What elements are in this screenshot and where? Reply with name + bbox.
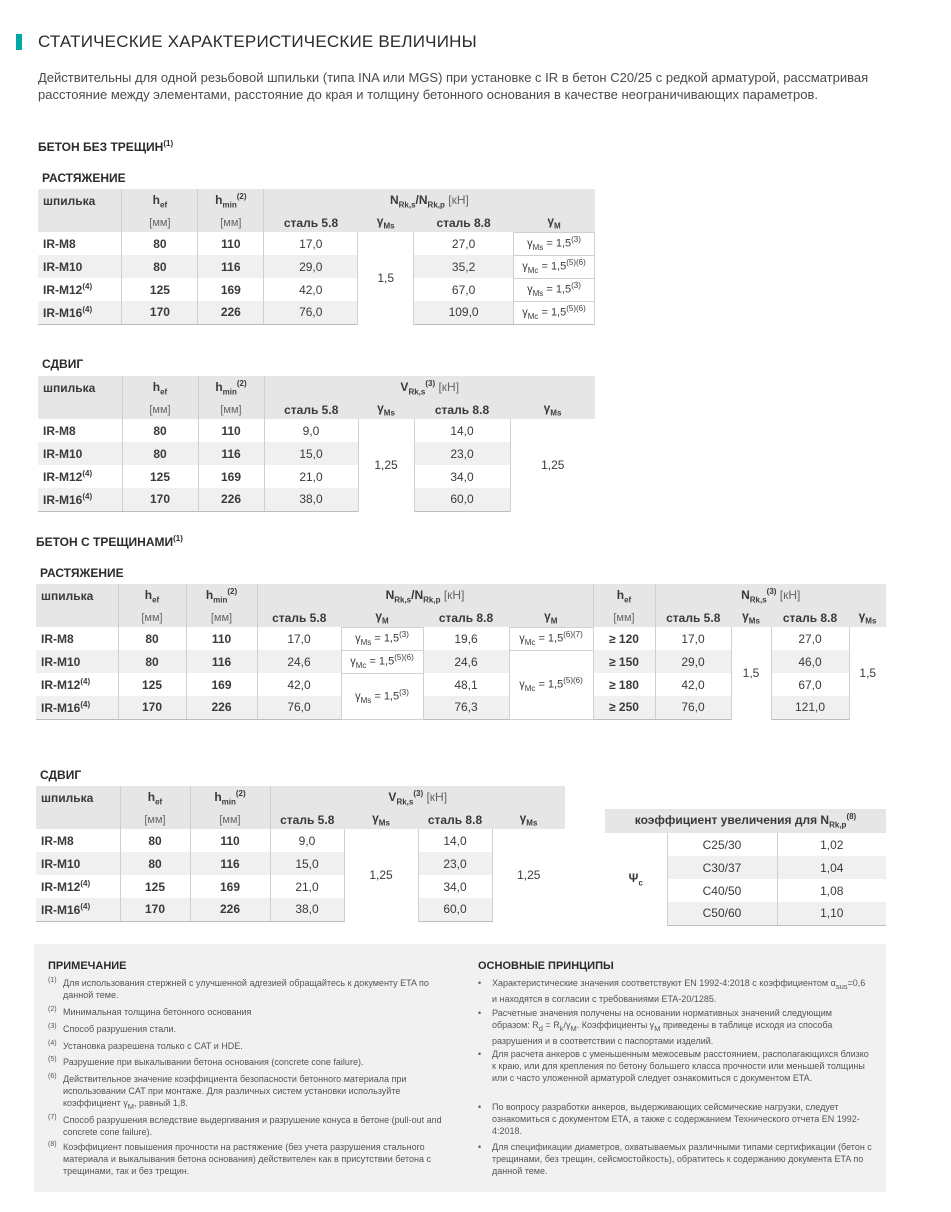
table-row (38, 232, 595, 255)
table-cell: 226 (198, 301, 264, 324)
table-row (38, 255, 595, 278)
table-cell: IR-M10 (36, 650, 118, 673)
table-cell: $N_{Rk,s}/N_{Rk,p}$ [кН] (257, 584, 593, 608)
table-cell: 1,5 (731, 627, 771, 719)
table-cell: IR-M16$^{(4)}$ (36, 898, 120, 921)
table-cell: 17,0 (264, 232, 358, 255)
table-cell: ≥ 180 (593, 673, 655, 696)
table-cell: 169 (190, 875, 270, 898)
table-row (38, 400, 595, 419)
principles-title: ОСНОВНЫЕ ПРИНЦИПЫ (478, 960, 614, 972)
table-cell: сталь 8.8 (414, 400, 510, 419)
table-cell: сталь 5.8 (270, 810, 344, 829)
increase-factor-table (605, 809, 886, 926)
table-cell: 15,0 (264, 442, 358, 465)
table-cell: 42,0 (257, 673, 341, 696)
table-cell: шпилька (36, 786, 120, 810)
table-cell: 1,5 (849, 627, 886, 719)
table-row (36, 852, 565, 875)
table-cell: 48,1 (454, 677, 478, 692)
footnote-7: (7) Способ разрушения вследствие выдергивания и разрушение конуса в бетоне (pull-out and concrete cone failure). (48, 1114, 442, 1137)
table-cell: [мм] (120, 810, 190, 829)
uncracked-tension-title: РАСТЯЖЕНИЕ (42, 171, 126, 185)
table-cell (38, 213, 122, 232)
table-cell: $\gamma_{Ms}$ (849, 608, 886, 627)
table-cell: 170 (120, 898, 190, 921)
table-row (38, 376, 595, 400)
table-cell: [мм] (198, 400, 264, 419)
table-cell: $\gamma_{Ms} = 1,5^{(3)}$ (514, 232, 595, 255)
table-cell: 110 (198, 232, 264, 255)
table-cell: $h_{min}^{(2)}$ (198, 376, 264, 400)
section-uncracked: БЕТОН БЕЗ ТРЕЩИН$^{(1)}$ (38, 139, 174, 154)
table-cell: $h_{ef}$ (118, 584, 186, 608)
table-cell: 1,25 (344, 829, 418, 921)
table-row (38, 301, 595, 324)
table-cell: 23,0 (414, 442, 510, 465)
table-cell: 60,0 (414, 488, 510, 511)
table-cell: сталь 8.8 (771, 608, 849, 627)
table-row (36, 898, 565, 921)
table-cell: 169 (198, 278, 264, 301)
table-cell: $\gamma_{Ms} = 1,5^{(3)}$ (341, 673, 423, 719)
table-cell: $\gamma_{Ms} = 1,5^{(3)}$ (341, 627, 423, 650)
table-cell: $V_{Rk,s}^{(3)}$ [кН] (270, 786, 565, 810)
table-cell: 226 (198, 488, 264, 511)
table-cell: сталь 8.8 (423, 608, 509, 627)
table-cell: 15,0 (270, 852, 344, 875)
table-cell: 1,08 (820, 883, 844, 898)
table-cell: IR-M10 (36, 852, 120, 875)
table-cell: $h_{min}^{(2)}$ (190, 786, 270, 810)
table-cell: 38,0 (270, 898, 344, 921)
table-cell: IR-M16$^{(4)}$ (38, 301, 122, 324)
footnote-8: (8) Коэффициент повышения прочности на растяжение (без учета разрушения стального материала и выкалывания бетона основания) действителен как в присутствии бетона с трещинами, так и без трещин. (48, 1141, 431, 1176)
table-cell: IR-M8 (43, 423, 76, 438)
table-cell: IR-M12$^{(4)}$ (43, 282, 93, 297)
table-cell: 76,3 (423, 696, 509, 719)
table-cell: 110 (186, 627, 257, 650)
table-cell: 67,0 (451, 282, 476, 297)
table-cell: 42,0 (655, 673, 731, 696)
table-cell: сталь 8.8 (414, 213, 514, 232)
table-cell: $\gamma_{Mc} = 1,5^{(5)(6)}$ (341, 650, 423, 673)
principle-5: • Для спецификации диаметров, охватываемых различными типами сертификации (бетон с трещинами, без трещин, сейсмостойкость), обратитесь к содержанию документа ETA по данной теме. (478, 1142, 872, 1176)
table-cell: ≥ 150 (593, 650, 655, 673)
table-row (36, 829, 565, 852)
table-cell: 116 (186, 650, 257, 673)
table-cell: шпилька (38, 189, 122, 213)
table-row (36, 627, 886, 650)
table-cell: $\gamma_{Mc} = 1,5^{(5)(6)}$ (514, 255, 595, 278)
table-cell: $\gamma_{Ms}$ (344, 810, 418, 829)
table-cell: 125 (122, 278, 198, 301)
cracked-shear-table (36, 786, 565, 922)
table-cell: 125 (122, 465, 198, 488)
table-cell: 35,2 (414, 255, 514, 278)
table-row (38, 213, 595, 232)
table-cell: $\gamma_{Mc} = 1,5^{(5)(6)}$ (514, 301, 595, 324)
table-cell: 116 (190, 852, 270, 875)
table-cell: 76,0 (264, 301, 358, 324)
table-cell: $h_{ef}$ (593, 584, 655, 608)
table-cell: $\gamma_{Ms}$ (510, 400, 595, 419)
table-row (36, 875, 565, 898)
table-cell: 80 (122, 232, 198, 255)
footnote-4: (4) Установка разрешена только с CAT и HDE. (48, 1040, 243, 1051)
table-cell: 116 (198, 442, 264, 465)
table-cell: 121,0 (771, 696, 849, 719)
table-cell: [мм] (118, 608, 186, 627)
table-cell: 76,0 (655, 696, 731, 719)
table-cell: 24,6 (423, 650, 509, 673)
table-cell: 24,6 (257, 650, 341, 673)
table-cell: IR-M8 (41, 833, 74, 848)
table-cell: C25/30 (667, 833, 777, 856)
table-cell: $h_{ef}$ (120, 786, 190, 810)
table-cell: 1,5 (358, 232, 414, 324)
table-cell: ≥ 120 (593, 627, 655, 650)
table-cell: 76,0 (257, 696, 341, 719)
table-row (38, 189, 595, 213)
table-cell (36, 810, 120, 829)
table-cell: 17,0 (655, 627, 731, 650)
table-cell: $\gamma_{Ms}$ (731, 608, 771, 627)
table-cell: $\gamma_M$ (509, 608, 593, 627)
table-cell: $N_{Rk,s}/N_{Rk,p}$ [кН] (264, 189, 595, 213)
table-cell: IR-M12$^{(4)}$ (41, 677, 91, 692)
table-cell: 169 (198, 465, 264, 488)
table-cell: 1,04 (777, 856, 886, 879)
table-cell: C50/60 (667, 902, 777, 925)
cracked-tension-title: РАСТЯЖЕНИЕ (40, 566, 124, 580)
table-cell: IR-M10 (38, 442, 122, 465)
table-cell: $V_{Rk,s}^{(3)}$ [кН] (264, 376, 595, 400)
table-cell: сталь 5.8 (264, 400, 358, 419)
table-cell: 29,0 (264, 255, 358, 278)
table-cell: IR-M10 (38, 255, 122, 278)
table-cell: 42,0 (264, 278, 358, 301)
footnote-1: (1) Для использования стержней с улучшенной адгезией обращайтесь к документу ETA по данной теме. (48, 977, 429, 1000)
table-cell: $h_{min}^{(2)}$ (198, 189, 264, 213)
table-cell: $N_{Rk,s}^{(3)}$ [кН] (655, 584, 886, 608)
table-cell: 80 (120, 829, 190, 852)
table-row (38, 419, 595, 442)
table-cell: 226 (190, 898, 270, 921)
table-row (38, 278, 595, 301)
table-cell: сталь 5.8 (257, 608, 341, 627)
table-cell: 21,0 (270, 875, 344, 898)
table-cell: [мм] (186, 608, 257, 627)
table-cell: сталь 5.8 (264, 213, 358, 232)
cracked-tension-table (36, 584, 886, 720)
table-row (36, 786, 565, 810)
table-row (605, 809, 886, 833)
principle-1: • Характеристические значения соответствуют EN 1992-4:2018 с коэффициентом $\alpha_{sus}=0,6$ и находятся в согласии с требованиями ETA-20/1285. (478, 978, 866, 1004)
page-title: СТАТИЧЕСКИЕ ХАРАКТЕРИСТИЧЕСКИЕ ВЕЛИЧИНЫ (38, 32, 477, 51)
table-cell: [мм] (198, 213, 264, 232)
table-cell: $\gamma_{Mc} = 1,5^{(5)(6)}$ (509, 650, 593, 719)
uncracked-tension-table (38, 189, 595, 325)
table-cell: $h_{min}^{(2)}$ (186, 584, 257, 608)
cracked-shear-title: СДВИГ (40, 768, 82, 782)
table-cell: 170 (122, 301, 198, 324)
accent-bar (16, 34, 22, 50)
table-cell: [мм] (190, 810, 270, 829)
table-cell: 17,0 (257, 627, 341, 650)
table-cell: 109,0 (414, 301, 514, 324)
principle-2: • Расчетные значения получены на основании нормативных значений следующим образом: $R_d = R_k/\gamma_M$. Коэффициенты $\gamma_M$ приведены в таблице исходя из способа разрушения и в соответствии с паспортами изделий. (478, 1008, 833, 1046)
table-cell: 9,0 (264, 419, 358, 442)
table-cell: 19,6 (454, 631, 478, 646)
table-cell: 23,0 (418, 852, 492, 875)
table-cell: 14,0 (450, 423, 474, 438)
footnote-6: (6) Действительное значение коэффициента безопасности бетонного материала при использовании CAT при монтаже. Для различных систем установки используйте коэффициент $\gamma_M$, равный 1,8. (48, 1073, 407, 1111)
table-cell: 38,0 (264, 488, 358, 511)
table-cell: шпилька (38, 376, 122, 400)
table-cell: $\gamma_{Ms}$ (358, 213, 414, 232)
table-cell (36, 608, 118, 627)
table-cell (38, 400, 122, 419)
principle-4: • По вопросу разработки анкеров, выдерживающих сейсмические нагрузки, следует ознакомиться с документом ETA, а также с содержанием Технического отчета EN 1992-4:2018. (478, 1102, 860, 1136)
table-cell: 80 (122, 255, 198, 278)
table-cell: 110 (190, 829, 270, 852)
table-cell: $h_{ef}$ (122, 189, 198, 213)
table-cell: 27,0 (451, 236, 476, 251)
table-cell: IR-M8 (41, 631, 74, 646)
table-cell: IR-M16$^{(4)}$ (36, 696, 118, 719)
table-cell: 67,0 (798, 677, 822, 692)
table-row (36, 810, 565, 829)
table-cell: 46,0 (771, 650, 849, 673)
table-cell: ≥ 250 (593, 696, 655, 719)
table-cell: IR-M12$^{(4)}$ (43, 469, 93, 484)
table-cell: сталь 5.8 (655, 608, 731, 627)
table-cell: 125 (120, 875, 190, 898)
intro-text: Действительны для одной резьбовой шпильки (типа INA или MGS) при установке с IR в бетон C20/25 с редкой арматурой, рассматривая расстояние между элементами, расстояние до края и толщину бетонного основания в качестве неограничивающих параметров. (38, 70, 869, 102)
table-cell: $\gamma_M$ (514, 213, 595, 232)
table-cell: 1,25 (510, 419, 595, 511)
table-cell: коэффициент увеличения для $N_{Rk,p}^{(8)}$ (605, 809, 886, 833)
footnote-2: (2) Минимальная толщина бетонного основания (48, 1006, 252, 1017)
table-cell: 1,25 (492, 829, 565, 921)
table-cell: 9,0 (270, 829, 344, 852)
table-cell: C30/37 (667, 856, 777, 879)
table-cell: 169 (186, 673, 257, 696)
table-cell: IR-M16$^{(4)}$ (38, 488, 122, 511)
table-cell: 80 (120, 852, 190, 875)
footnote-5: (5) Разрушение при выкалывании бетона основания (concrete cone failure). (48, 1056, 364, 1067)
table-cell: 170 (118, 696, 186, 719)
table-cell: C40/50 (667, 879, 777, 902)
table-row (605, 833, 886, 856)
table-cell: 170 (122, 488, 198, 511)
table-cell: 27,0 (798, 631, 822, 646)
table-cell: 125 (118, 673, 186, 696)
table-cell: $\gamma_{Ms} = 1,5^{(3)}$ (514, 278, 595, 301)
table-cell: [мм] (593, 608, 655, 627)
table-cell: 14,0 (443, 833, 467, 848)
table-cell: $h_{ef}$ (122, 376, 198, 400)
table-cell: $\gamma_{Ms}$ (492, 810, 565, 829)
uncracked-shear-table (38, 376, 595, 512)
table-row (36, 584, 886, 608)
table-cell: 34,0 (450, 469, 474, 484)
notes-title: ПРИМЕЧАНИЕ (48, 960, 127, 972)
section-cracked: БЕТОН С ТРЕЩИНАМИ$^{(1)}$ (36, 534, 183, 549)
table-cell: сталь 8.8 (418, 810, 492, 829)
table-cell: 80 (118, 650, 186, 673)
table-cell: 34,0 (443, 879, 467, 894)
table-cell: 1,02 (820, 837, 844, 852)
table-cell: 60,0 (418, 898, 492, 921)
table-cell: IR-M12$^{(4)}$ (41, 879, 91, 894)
table-row (36, 608, 886, 627)
table-cell: [мм] (122, 213, 198, 232)
table-cell: [мм] (122, 400, 198, 419)
table-cell: $\gamma_M$ (341, 608, 423, 627)
table-cell: 110 (198, 419, 264, 442)
table-cell: шпилька (36, 584, 118, 608)
table-cell: 29,0 (655, 650, 731, 673)
table-cell: 1,10 (777, 902, 886, 925)
footnote-3: (3) Способ разрушения стали. (48, 1023, 176, 1034)
table-cell: $\gamma_{Ms}$ (358, 400, 414, 419)
table-cell: 80 (122, 442, 198, 465)
uncracked-shear-title: СДВИГ (42, 357, 84, 371)
table-cell: IR-M8 (43, 236, 76, 251)
table-cell: 1,25 (358, 419, 414, 511)
table-cell: $\gamma_{Mc} = 1,5^{(6)(7)}$ (509, 627, 593, 650)
table-cell: $\Psi_c$ (605, 833, 667, 925)
principle-3: • Для расчета анкеров с уменьшенным межосевым расстоянием, располагающихся близко к краю, или для крепления по бетону большего класса прочности или меньшей толщины или с часто уложенной арматурой следует ознакомиться с документом ETA. (478, 1049, 869, 1083)
table-cell: 116 (198, 255, 264, 278)
table-cell: 80 (118, 627, 186, 650)
table-cell: 226 (186, 696, 257, 719)
table-cell: 21,0 (264, 465, 358, 488)
table-cell: 80 (122, 419, 198, 442)
